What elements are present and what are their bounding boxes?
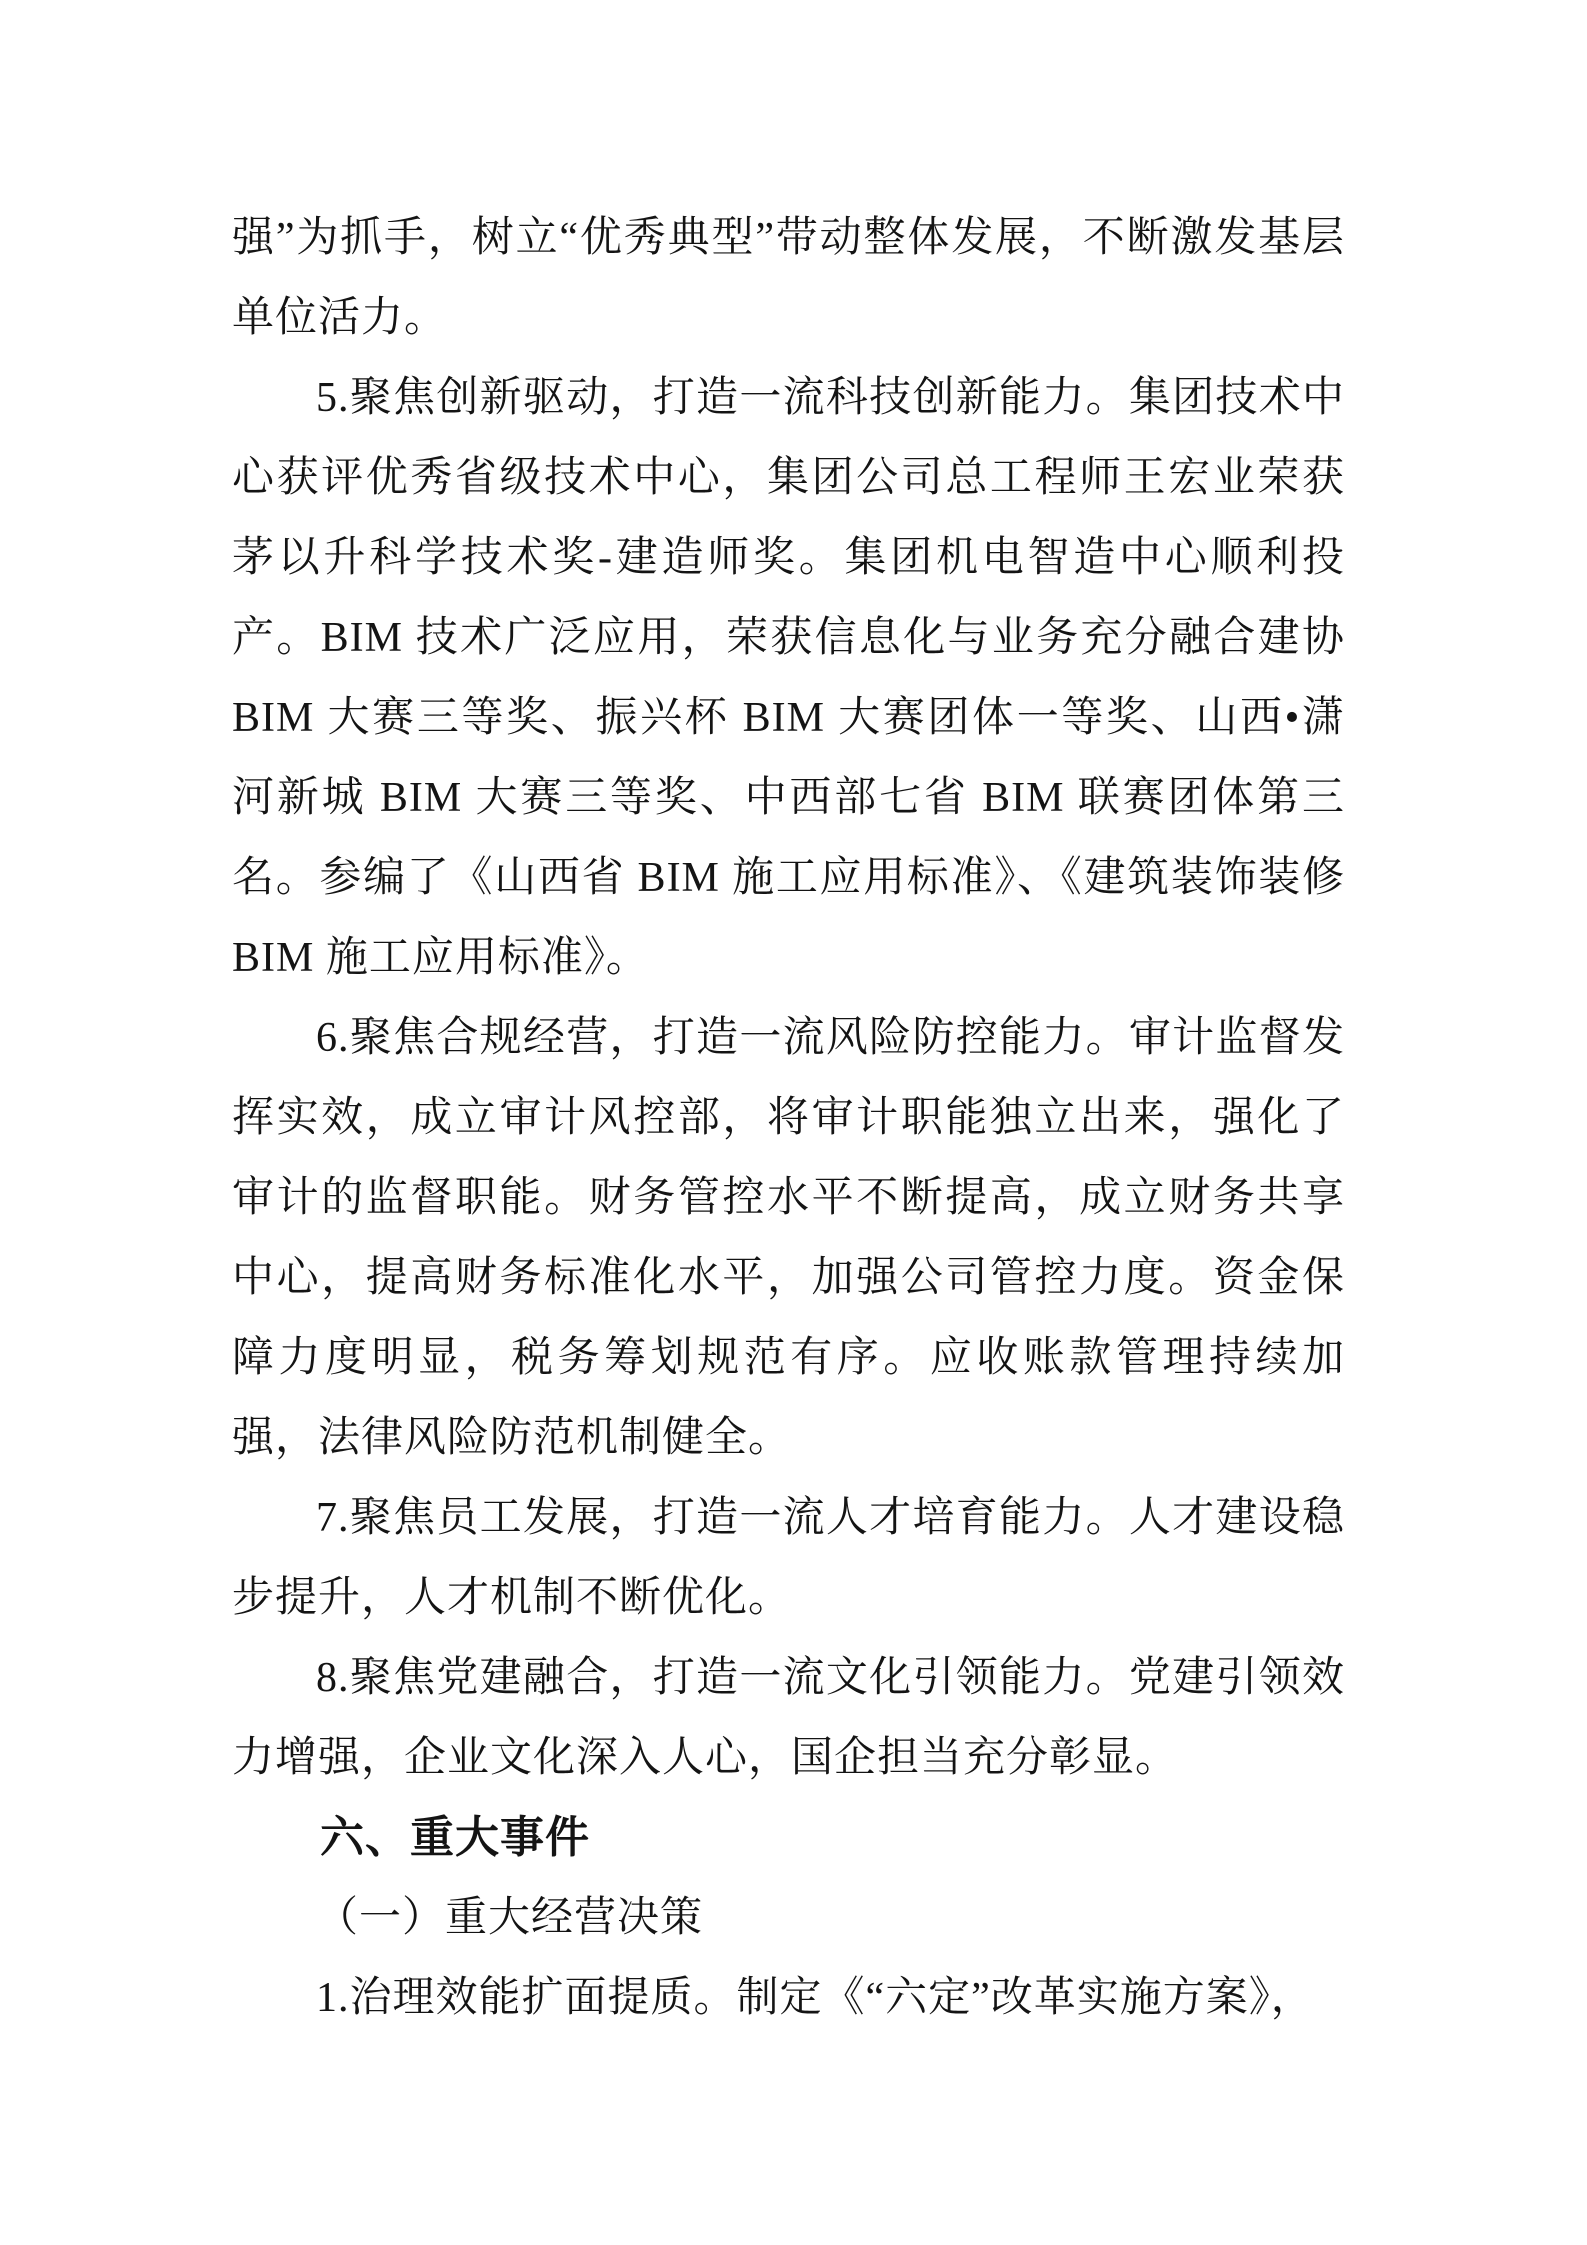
- paragraph-item-5-innovation: 5.聚焦创新驱动，打造一流科技创新能力。集团技术中心获评优秀省级技术中心，集团公司总工程师王宏业荣获茅以升科学技术奖-建造师奖。集团机电智造中心顺利投产。BIM 技术广泛应用，荣获信息化与业务充分融合建协 BIM 大赛三等奖、振兴杯 BIM 大赛团体一等奖、山西•潇河新城 BIM 大赛三等奖、中西部七省 BIM 联赛团体第三名。参编了《山西省 BIM 施工应用标准》、《建筑装饰装修 BIM 施工应用标准》。: [232, 375, 1345, 981]
- subsection-heading-major-business-decisions: （一）重大经营决策: [316, 1895, 704, 1941]
- paragraph-item-7-employee-development: 7.聚焦员工发展，打造一流人才培育能力。人才建设稳步提升，人才机制不断优化。: [232, 1495, 1345, 1621]
- paragraph-continuation: 强”为抓手，树立“优秀典型”带动整体发展，不断激发基层单位活力。: [232, 215, 1345, 341]
- paragraph-item-8-party-building: 8.聚焦党建融合，打造一流文化引领能力。党建引领效力增强，企业文化深入人心，国企担当充分彰显。: [232, 1655, 1345, 1781]
- section-heading-major-events: 六、重大事件: [320, 1813, 590, 1862]
- paragraph-item-1-governance: 1.治理效能扩面提质。制定《“六定”改革实施方案》，: [316, 1975, 1314, 2021]
- paragraph-item-6-compliance: 6.聚焦合规经营，打造一流风险防控能力。审计监督发挥实效，成立审计风控部，将审计职能独立出来，强化了审计的监督职能。财务管控水平不断提高，成立财务共享中心，提高财务标准化水平，加强公司管控力度。资金保障力度明显，税务筹划规范有序。应收账款管理持续加强，法律风险防范机制健全。: [232, 1015, 1345, 1461]
